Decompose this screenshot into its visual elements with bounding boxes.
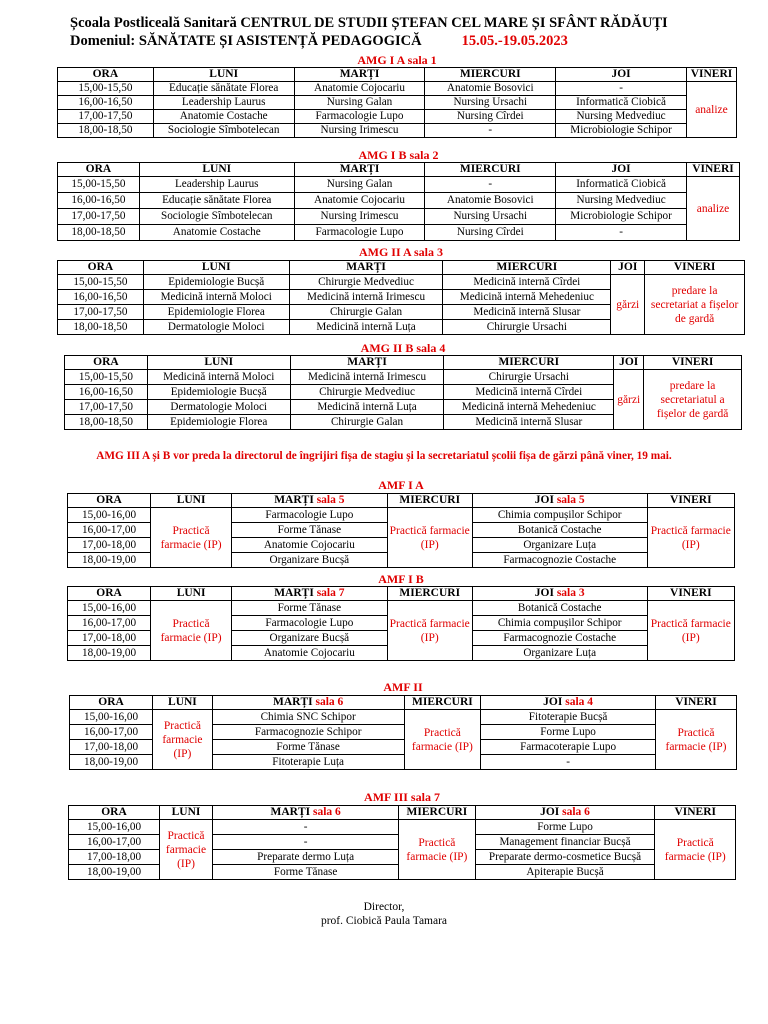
class-cell: Fitoterapie Luța: [212, 755, 404, 770]
header-row: [58, 261, 745, 275]
schedule-table-amf1b: [67, 586, 735, 661]
class-cell: Forme Tănase: [212, 865, 398, 880]
class-cell: Anatomie Cojocariu: [232, 646, 388, 661]
schedule-table-amf1a: [67, 493, 735, 568]
class-cell: Botanică Costache: [472, 601, 647, 616]
column-header: MIERCURI: [425, 163, 556, 177]
column-header: VINERI: [655, 806, 736, 820]
table-row: [68, 508, 735, 523]
friday-practice-cell: Practică farmacie (IP): [655, 820, 736, 880]
class-cell: Organizare Luța: [472, 646, 647, 661]
domain-name: Domeniul: SĂNĂTATE ȘI ASISTENȚĂ PEDAGOGICĂ: [70, 33, 422, 49]
header-row: [68, 494, 735, 508]
room-label: sala 7: [316, 587, 345, 599]
time-cell: 18,00-18,50: [58, 225, 140, 241]
column-header: LUNI: [160, 806, 213, 820]
time-cell: 15,00-15,50: [58, 82, 154, 96]
time-cell: 16,00-16,50: [58, 193, 140, 209]
column-header: MIERCURI: [444, 356, 614, 370]
time-cell: 15,00-16,00: [69, 820, 160, 835]
table-row: [58, 96, 737, 110]
class-cell: Forme Lupo: [481, 725, 656, 740]
class-cell: Nursing Irimescu: [294, 124, 425, 138]
class-cell: Nursing Galan: [294, 177, 425, 193]
header-row: [65, 356, 742, 370]
class-cell: Apiterapie Bucșă: [475, 865, 655, 880]
time-cell: 16,00-17,00: [68, 616, 151, 631]
time-cell: 17,00-17,50: [58, 305, 144, 320]
class-cell: Chimia compușilor Schipor: [472, 508, 647, 523]
class-cell: Organizare Bucșă: [232, 631, 388, 646]
week-dates: 15.05.-19.05.2023: [461, 33, 568, 49]
class-cell: -: [481, 755, 656, 770]
class-cell: Farmacologie Lupo: [294, 110, 425, 124]
header-row: [58, 163, 740, 177]
class-cell: Epidemiologie Florea: [147, 415, 290, 430]
column-header-thursday: [472, 494, 647, 508]
column-header: JOI: [556, 163, 687, 177]
table-row: [58, 275, 745, 290]
section-title-amf1a: AMF I A: [378, 478, 424, 492]
class-cell: Sociologie Sîmbotelecan: [139, 209, 294, 225]
time-cell: 16,00-16,50: [58, 290, 144, 305]
time-cell: 18,00-19,00: [68, 553, 151, 568]
class-cell: Nursing Galan: [294, 96, 425, 110]
room-label: sala 4: [565, 696, 594, 708]
schedule-table-amg1a: [57, 67, 737, 138]
class-cell: -: [556, 82, 687, 96]
day-label: JOI: [534, 494, 554, 506]
table-row: [58, 193, 740, 209]
column-header-thursday: [481, 696, 656, 710]
column-header: ORA: [69, 806, 160, 820]
column-header-tuesday: [232, 587, 388, 601]
column-header: MIERCURI: [425, 68, 556, 82]
time-cell: 18,00-18,50: [58, 320, 144, 335]
friday-cell: predare la secretariat a fișelor de gardă: [645, 275, 745, 335]
class-cell: Management financiar Bucșă: [475, 835, 655, 850]
column-header-tuesday: [212, 696, 404, 710]
school-name: Școala Postliceală Sanitară CENTRUL DE STUDII ȘTEFAN CEL MARE ȘI SFÂNT RĂDĂUȚI: [70, 15, 668, 31]
time-cell: 18,00-18,50: [58, 124, 154, 138]
thursday-cell: gărzi: [614, 370, 644, 430]
table-row: [58, 82, 737, 96]
time-cell: 17,00-17,50: [58, 110, 154, 124]
class-cell: Forme Tănase: [212, 740, 404, 755]
friday-practice-cell: Practică farmacie (IP): [647, 508, 734, 568]
class-cell: Medicină internă Luța: [290, 400, 444, 415]
table-row: [58, 225, 740, 241]
column-header: LUNI: [151, 494, 232, 508]
time-cell: 15,00-15,50: [58, 275, 144, 290]
day-label: MARȚI: [274, 494, 314, 506]
wednesday-practice-cell: Practică farmacie (IP): [387, 508, 472, 568]
class-cell: -: [212, 835, 398, 850]
column-header: MIERCURI: [399, 806, 475, 820]
section-title-amg1b: AMG I B sala 2: [358, 148, 439, 162]
class-cell: Informatică Ciobică: [556, 177, 687, 193]
class-cell: Medicină internă Mehedeniuc: [444, 400, 614, 415]
class-cell: Epidemiologie Bucșă: [143, 275, 289, 290]
class-cell: Anatomie Cojocariu: [232, 538, 388, 553]
time-cell: 18,00-18,50: [65, 415, 148, 430]
time-cell: 15,00-16,00: [70, 710, 153, 725]
column-header: ORA: [70, 696, 153, 710]
class-cell: Dermatologie Moloci: [147, 400, 290, 415]
class-cell: Chirurgie Medvediuc: [289, 275, 443, 290]
monday-practice-cell: Practică farmacie (IP): [151, 508, 232, 568]
class-cell: Nursing Ursachi: [425, 209, 556, 225]
wednesday-practice-cell: Practică farmacie (IP): [399, 820, 475, 880]
friday-practice-cell: Practică farmacie (IP): [655, 710, 736, 770]
table-row: [58, 177, 740, 193]
table-row: [58, 110, 737, 124]
table-row: [58, 209, 740, 225]
room-label: sala 5: [316, 494, 345, 506]
column-header: ORA: [68, 587, 151, 601]
class-cell: Chimia compușilor Schipor: [472, 616, 647, 631]
class-cell: Medicină internă Luța: [289, 320, 443, 335]
monday-practice-cell: Practică farmacie (IP): [160, 820, 213, 880]
wednesday-practice-cell: Practică farmacie (IP): [387, 601, 472, 661]
column-header: LUNI: [147, 356, 290, 370]
header-row: [69, 806, 736, 820]
class-cell: Forme Lupo: [475, 820, 655, 835]
class-cell: Forme Tănase: [232, 523, 388, 538]
class-cell: Farmacognozie Costache: [472, 553, 647, 568]
time-cell: 17,00-17,50: [65, 400, 148, 415]
class-cell: Epidemiologie Florea: [143, 305, 289, 320]
class-cell: Farmacologie Lupo: [232, 508, 388, 523]
domain-line: [70, 32, 668, 50]
monday-practice-cell: Practică farmacie (IP): [153, 710, 213, 770]
class-cell: Epidemiologie Bucșă: [147, 385, 290, 400]
day-label: MARȚI: [270, 806, 311, 818]
class-cell: Anatomie Costache: [139, 225, 294, 241]
time-cell: 17,00-18,00: [68, 631, 151, 646]
time-cell: 18,00-19,00: [70, 755, 153, 770]
section-title-amg2b: AMG II B sala 4: [360, 341, 446, 355]
column-header: VINERI: [647, 494, 734, 508]
class-cell: Farmacognozie Costache: [472, 631, 647, 646]
monday-practice-cell: Practică farmacie (IP): [151, 601, 232, 661]
class-cell: Botanică Costache: [472, 523, 647, 538]
column-header: ORA: [58, 163, 140, 177]
class-cell: -: [425, 177, 556, 193]
column-header: MIERCURI: [443, 261, 611, 275]
column-header: LUNI: [151, 587, 232, 601]
column-header-tuesday: [212, 806, 398, 820]
room-label: sala 5: [556, 494, 585, 506]
day-label: JOI: [534, 587, 554, 599]
header-row: [70, 696, 737, 710]
column-header: JOI: [611, 261, 645, 275]
notice-text: AMG III A și B vor preda la directorul de îngrijiri fișa de stagiu și la secretariatul școlii fișa de gărzi până viner, 19 mai.: [96, 450, 672, 462]
class-cell: Medicină internă Moloci: [147, 370, 290, 385]
table-row: [70, 710, 737, 725]
wednesday-practice-cell: Practică farmacie (IP): [404, 710, 481, 770]
time-cell: 17,00-17,50: [58, 209, 140, 225]
column-header: MARȚI: [294, 68, 425, 82]
class-cell: -: [212, 820, 398, 835]
room-label: sala 3: [556, 587, 585, 599]
header-row: [58, 68, 737, 82]
column-header: VINERI: [686, 68, 736, 82]
column-header: VINERI: [645, 261, 745, 275]
class-cell: Medicină internă Slusar: [443, 305, 611, 320]
time-cell: 15,00-16,00: [68, 601, 151, 616]
class-cell: Forme Tănase: [232, 601, 388, 616]
class-cell: Farmacologie Lupo: [232, 616, 388, 631]
class-cell: Nursing Medvediuc: [556, 110, 687, 124]
time-cell: 15,00-16,00: [68, 508, 151, 523]
class-cell: Anatomie Costache: [153, 110, 294, 124]
class-cell: -: [556, 225, 687, 241]
time-cell: 17,00-18,00: [68, 538, 151, 553]
section-title-amf1b: AMF I B: [378, 572, 424, 586]
column-header: LUNI: [139, 163, 294, 177]
table-row: [65, 370, 742, 385]
day-label: JOI: [543, 696, 563, 708]
section-title-amf2: AMF II: [383, 680, 423, 694]
table-row: [68, 601, 735, 616]
signature-name: prof. Ciobică Paula Tamara: [320, 915, 448, 927]
class-cell: Anatomie Cojocariu: [294, 193, 425, 209]
column-header: MIERCURI: [387, 494, 472, 508]
day-label: MARȚI: [272, 696, 313, 708]
schedule-table-amf2: [69, 695, 737, 770]
class-cell: Medicină internă Slusar: [444, 415, 614, 430]
class-cell: Chirurgie Ursachi: [444, 370, 614, 385]
column-header: VINERI: [687, 163, 740, 177]
class-cell: Nursing Cîrdei: [425, 110, 556, 124]
signature-block: [0, 900, 768, 928]
class-cell: Nursing Ursachi: [425, 96, 556, 110]
class-cell: Sociologie Sîmbotelecan: [153, 124, 294, 138]
time-cell: 17,00-18,00: [70, 740, 153, 755]
class-cell: Nursing Irimescu: [294, 209, 425, 225]
section-title-amf3: AMF III sala 7: [364, 790, 440, 804]
schedule-table-amg2a: [57, 260, 745, 335]
class-cell: Microbiologie Schipor: [556, 209, 687, 225]
class-cell: Educație sănătate Florea: [139, 193, 294, 209]
column-header: VINERI: [644, 356, 742, 370]
friday-practice-cell: Practică farmacie (IP): [647, 601, 734, 661]
time-cell: 16,00-16,50: [58, 96, 154, 110]
day-label: MARȚI: [274, 587, 314, 599]
class-cell: Medicină internă Irimescu: [289, 290, 443, 305]
room-label: sala 6: [315, 696, 344, 708]
friday-cell: analize: [687, 177, 740, 241]
column-header: VINERI: [647, 587, 734, 601]
column-header: JOI: [614, 356, 644, 370]
time-cell: 16,00-16,50: [65, 385, 148, 400]
column-header: ORA: [68, 494, 151, 508]
column-header: ORA: [58, 68, 154, 82]
column-header: MARȚI: [289, 261, 443, 275]
column-header-thursday: [475, 806, 655, 820]
class-cell: Informatică Ciobică: [556, 96, 687, 110]
section-title-amg1a: AMG I A sala 1: [357, 53, 437, 67]
class-cell: Farmacoterapie Lupo: [481, 740, 656, 755]
class-cell: Dermatologie Moloci: [143, 320, 289, 335]
class-cell: Medicină internă Mehedeniuc: [443, 290, 611, 305]
class-cell: Farmacologie Lupo: [294, 225, 425, 241]
class-cell: Anatomie Bosovici: [425, 193, 556, 209]
column-header: ORA: [58, 261, 144, 275]
class-cell: Leadership Laurus: [153, 96, 294, 110]
class-cell: Medicină internă Cîrdei: [444, 385, 614, 400]
column-header: MARȚI: [294, 163, 425, 177]
schedule-table-amg2b: [64, 355, 742, 430]
class-cell: Medicină internă Moloci: [143, 290, 289, 305]
time-cell: 15,00-15,50: [58, 177, 140, 193]
schedule-table-amf3: [68, 805, 736, 880]
class-cell: Chirurgie Galan: [289, 305, 443, 320]
column-header: LUNI: [153, 696, 213, 710]
class-cell: Chimia SNC Schipor: [212, 710, 404, 725]
room-label: sala 6: [312, 806, 341, 818]
thursday-cell: gărzi: [611, 275, 645, 335]
column-header: VINERI: [655, 696, 736, 710]
class-cell: -: [425, 124, 556, 138]
friday-cell: analize: [686, 82, 736, 138]
class-cell: Microbiologie Schipor: [556, 124, 687, 138]
column-header: JOI: [556, 68, 687, 82]
class-cell: Chirurgie Ursachi: [443, 320, 611, 335]
class-cell: Anatomie Bosovici: [425, 82, 556, 96]
time-cell: 18,00-19,00: [68, 646, 151, 661]
time-cell: 16,00-17,00: [69, 835, 160, 850]
column-header: LUNI: [153, 68, 294, 82]
time-cell: 16,00-17,00: [70, 725, 153, 740]
schedule-table-amg1b: [57, 162, 740, 241]
time-cell: 18,00-19,00: [69, 865, 160, 880]
class-cell: Nursing Medvediuc: [556, 193, 687, 209]
signature-role: Director,: [363, 901, 405, 913]
time-cell: 16,00-17,00: [68, 523, 151, 538]
time-cell: 15,00-15,50: [65, 370, 148, 385]
column-header: MIERCURI: [404, 696, 481, 710]
table-row: [69, 820, 736, 835]
table-row: [58, 124, 737, 138]
column-header: ORA: [65, 356, 148, 370]
class-cell: Organizare Luța: [472, 538, 647, 553]
class-cell: Chirurgie Galan: [290, 415, 444, 430]
time-cell: 17,00-18,00: [69, 850, 160, 865]
class-cell: Preparate dermo Luța: [212, 850, 398, 865]
class-cell: Medicină internă Irimescu: [290, 370, 444, 385]
document-header: [70, 14, 668, 50]
column-header-thursday: [472, 587, 647, 601]
class-cell: Fitoterapie Bucșă: [481, 710, 656, 725]
class-cell: Anatomie Cojocariu: [294, 82, 425, 96]
section-title-amg2a: AMG II A sala 3: [358, 245, 443, 259]
class-cell: Preparate dermo-cosmetice Bucșă: [475, 850, 655, 865]
column-header: MIERCURI: [387, 587, 472, 601]
class-cell: Leadership Laurus: [139, 177, 294, 193]
column-header-tuesday: [232, 494, 388, 508]
friday-cell: predare la secretariatul a fișelor de gardă: [644, 370, 742, 430]
class-cell: Chirurgie Medvediuc: [290, 385, 444, 400]
class-cell: Farmacognozie Schipor: [212, 725, 404, 740]
header-row: [68, 587, 735, 601]
column-header: MARȚI: [290, 356, 444, 370]
column-header: LUNI: [143, 261, 289, 275]
class-cell: Educație sănătate Florea: [153, 82, 294, 96]
class-cell: Medicină internă Cîrdei: [443, 275, 611, 290]
day-label: JOI: [540, 806, 560, 818]
room-label: sala 6: [562, 806, 590, 818]
class-cell: Nursing Cîrdei: [425, 225, 556, 241]
class-cell: Organizare Bucșă: [232, 553, 388, 568]
